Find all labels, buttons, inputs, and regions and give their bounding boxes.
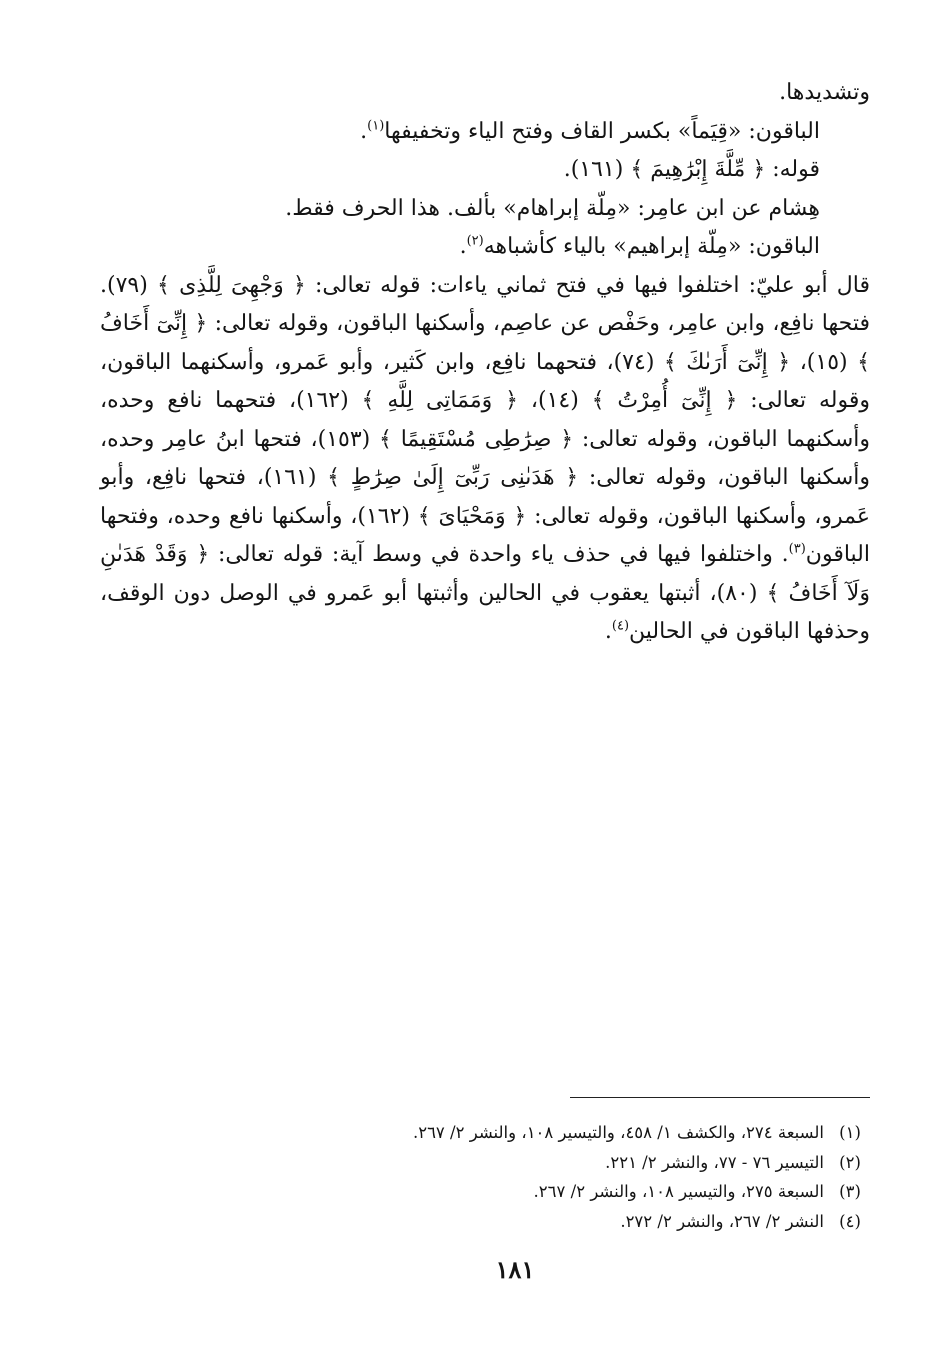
footnote-divider (570, 1097, 870, 1098)
footnote-ref-2[interactable]: (٢) (466, 233, 484, 249)
main-text (100, 74, 870, 652)
text-line: الباقون: «قِيَماً» بكسر القاف وفتح الياء وتخفيفها$^{(١)}$. (360, 118, 820, 144)
footnote-item (250, 1207, 870, 1237)
footnote-ref-1[interactable]: (١) (367, 118, 385, 134)
text-line: وتشديدها. (779, 80, 870, 105)
footnote-number: (٣) (839, 1182, 861, 1201)
footnote-text: التيسير ٧٦ - ٧٧، والنشر ٢/ ٢٢١. (605, 1152, 824, 1172)
text-line: هِشام عن ابن عامِر: «مِلّة إبراهام» بألف. هذا الحرف فقط. (285, 195, 820, 221)
text-line: الباقون: «مِلّة إبراهيم» بالياء كأشباهه$^{(٢)}$. (459, 233, 820, 259)
footnote-number: (١) (839, 1123, 861, 1142)
footnote-number: (٢) (839, 1152, 861, 1172)
text-line: قوله: ﴿ مِّلَّةَ إِبْرَٰهِيمَ ﴾ (١٦١). (563, 157, 820, 182)
footnote-number: (٤) (839, 1211, 861, 1231)
footnote-ref-3[interactable]: (٣) (788, 541, 806, 557)
paragraph: قال أبو عليّ: اختلفوا فيها في فتح ثماني ياءات: قوله تعالى: ﴿ وَجْهِىَ لِلَّذِى ﴾ (٧٩). فتحها نافِع، وابن عامِر، وحَفْص عن عاصِم، وأسكنها الباقون، وقوله تعالى: ﴿ إِنِّىٓ أَخَافُ ﴾ (١٥)، ﴿ إِنِّىٓ أَرَىٰكَ ﴾ (٧٤)، فتحهما نافِع، وابن كَثير، وأبو عَمرو، وأسكنهما الباقون، وقوله تعالى: ﴿ إِنِّىٓ أُمِرْتُ ﴾ (١٤)، ﴿ وَمَمَاتِى لِلَّهِ ﴾ (١٦٢)، فتحهما نافع وحده، وأسكنهما الباقون، وقوله تعالى: ﴿ صِرَٰطِى مُسْتَقِيمًا ﴾ (١٥٣)، فتحها ابنُ عامِر وحده، وأسكنها الباقون، وقوله تعالى: ﴿ هَدَىٰنِى رَبِّىٓ إِلَىٰ صِرَٰطٍ ﴾ (١٦١)، فتحها نافِع، وأبو عَمرو، وأسكنها الباقون، وقوله تعالى: ﴿ وَمَحْيَاىَ ﴾ (١٦٢)، وأسكنها نافع وحده، وفتحها الباقون$^{(٣)}$. واختلفوا فيها في حذف ياء واحدة في وسط آية: قوله تعالى: ﴿ وَقَدْ هَدَىٰنِ وَلَآ أَخَافُ ﴾ (٨٠)، أثبتها يعقوب في الحالين وأثبتها أبو عَمرو في الوصل دون الوقف، وحذفها الباقون في الحالين$^{(٤)}$. (100, 272, 871, 644)
footnote-text: النشر ٢/ ٢٦٧، والنشر ٢/ ٢٧٢. (620, 1211, 824, 1231)
footnote-item (250, 1118, 870, 1148)
footnote-ref-4[interactable]: (٤) (611, 618, 630, 634)
footnote-text: السبعة ٢٧٤، والكشف ١/ ٤٥٨، والتيسير ١٠٨، والنشر ٢/ ٢٦٧. (412, 1123, 824, 1142)
footnotes (250, 1118, 870, 1236)
footnote-item (250, 1148, 870, 1178)
page-number: ١٨١ (495, 1255, 535, 1284)
footnote-item (250, 1177, 870, 1207)
footnote-text: السبعة ٢٧٥، والتيسير ١٠٨، والنشر ٢/ ٢٦٧. (533, 1182, 824, 1201)
